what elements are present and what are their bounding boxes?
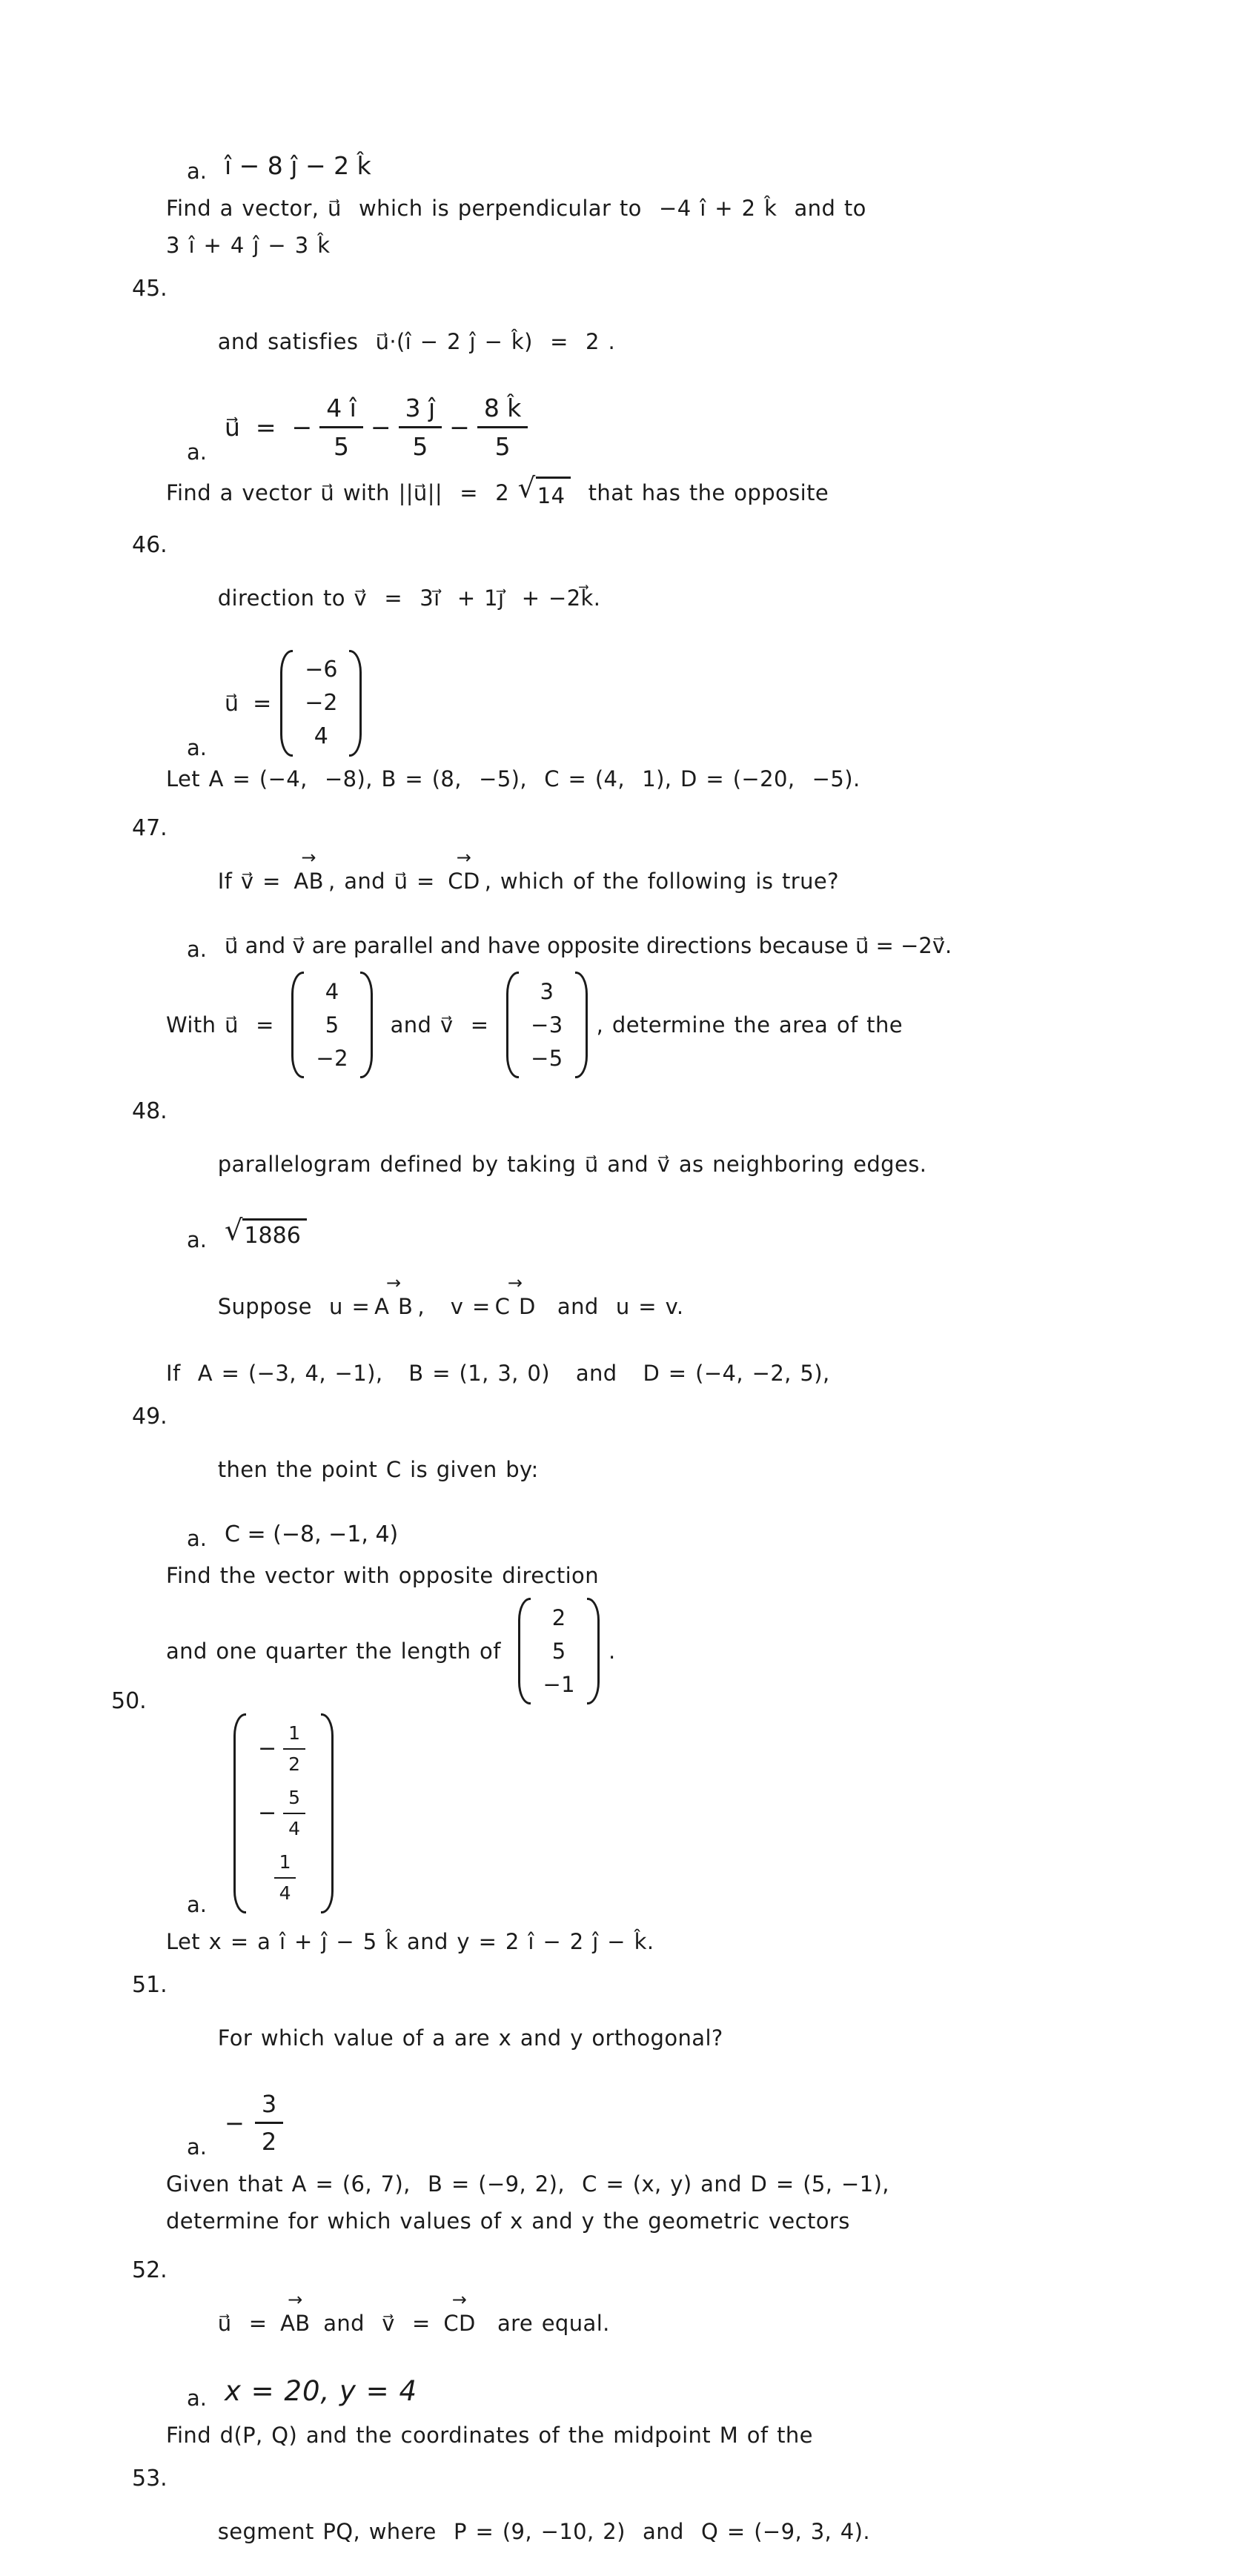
- vector-entry: −2: [316, 1046, 348, 1071]
- vector-entry: −2: [305, 690, 338, 716]
- answer-formula: [225, 2090, 291, 2156]
- problem-46: [132, 472, 1238, 760]
- question-line: [132, 2249, 1238, 2368]
- paren-right: [321, 1713, 334, 1913]
- vector-CD: [443, 2289, 476, 2338]
- question-text-segment: Let x = a î + ĵ − 5 k̂ and y = 2 î − 2 ĵ − k̂.: [166, 1929, 654, 1954]
- question-line: [166, 2206, 1238, 2236]
- fraction: [274, 1850, 296, 1906]
- problem-number: 50.: [111, 1688, 147, 1714]
- vector-entries: [519, 972, 575, 1078]
- problem-number: 52.: [132, 2257, 168, 2283]
- vector-entry: [258, 1785, 309, 1842]
- problem-47: [132, 764, 1238, 962]
- fraction: [319, 394, 363, 461]
- fraction: [255, 2090, 283, 2156]
- question-text-segment: and satisfies u⃗·(î − 2 ĵ − k̂) = 2 .: [217, 329, 616, 354]
- question-text-segment: are equal.: [480, 2311, 610, 2336]
- answer-label: a.: [187, 1227, 207, 1252]
- minus-operator: −: [449, 413, 470, 442]
- paren-right: [349, 650, 362, 757]
- question-line: [166, 1358, 1238, 1388]
- answer-label: a.: [187, 2386, 207, 2411]
- question-text-segment: Find a vector u⃗ with ||u⃗|| = 2: [166, 479, 518, 505]
- fraction-numerator: 5: [283, 1785, 305, 1814]
- question-text-segment: and v⃗ =: [314, 2311, 440, 2336]
- question-text-segment: Find d(P, Q) and the coordinates of the midpoint M of the: [166, 2423, 813, 2448]
- answer-49: [166, 1521, 1238, 1551]
- answer-label: a.: [187, 2134, 207, 2160]
- vector-name: AB: [280, 2311, 311, 2336]
- question-text-segment: and v⃗ =: [381, 1012, 498, 1038]
- vector-arrow: →: [456, 847, 472, 868]
- problem-number: 51.: [132, 1972, 168, 1998]
- radicand: 14: [536, 477, 571, 511]
- problem-number: 45.: [132, 276, 168, 302]
- question-line: [132, 1395, 1238, 1514]
- problem-number: 53.: [132, 2466, 168, 2492]
- problem-number: 49.: [132, 1404, 168, 1430]
- answer-text: x = 20, y = 4: [225, 2375, 417, 2407]
- answer-48: [166, 1214, 1238, 1252]
- problem-45: [132, 193, 1238, 465]
- question-line: [166, 2169, 1238, 2199]
- vector-entry: 4: [325, 979, 339, 1004]
- question-text-segment: and one quarter the length of: [166, 1639, 510, 1664]
- minus-operator: −: [370, 413, 391, 442]
- fraction-denominator: 4: [288, 1818, 301, 1839]
- question-line: [166, 972, 1238, 1078]
- vector-CD: [448, 847, 480, 896]
- paren-left: [280, 650, 293, 757]
- answer-label: a.: [187, 159, 207, 184]
- vector-AB: [280, 2289, 311, 2338]
- vector-name: AB: [294, 869, 324, 894]
- fraction-numerator: 3: [255, 2090, 283, 2124]
- fraction-denominator: 4: [279, 1882, 291, 1904]
- answer-label: a.: [187, 735, 207, 760]
- answer-formula: [225, 1713, 342, 1913]
- radicand: 1886: [242, 1218, 306, 1249]
- vector-name: CD: [448, 869, 480, 894]
- vector-arrow: →: [507, 1272, 523, 1293]
- question-text-segment: Find a vector, u⃗ which is perpendicular to −4 î + 2 k̂ and to: [166, 196, 866, 221]
- vector-arrow: →: [288, 2289, 303, 2310]
- radical-sign: √: [517, 472, 536, 504]
- fraction-numerator: 3 ĵ: [399, 394, 442, 428]
- answer-label: a.: [187, 937, 207, 962]
- problem-51: [132, 1927, 1238, 2160]
- fraction-numerator: 1: [283, 1721, 305, 1750]
- question-text-segment: u⃗ =: [217, 2311, 276, 2336]
- minus-sign: −: [225, 2108, 245, 2137]
- vector-entries: [531, 1598, 587, 1704]
- question-line: [132, 807, 1238, 926]
- question-text-segment: Given that A = (6, 7), B = (−9, 2), C = (x, y) and D = (5, −1),: [166, 2171, 889, 2197]
- paren-left: [506, 972, 519, 1078]
- question-line: [132, 1964, 1238, 2082]
- answer-51: [166, 2090, 1238, 2160]
- question-text-segment: determine for which values of x and y the geometric vectors: [166, 2208, 850, 2234]
- vector-AB: [374, 1272, 414, 1321]
- question-text-segment: Let A = (−4, −8), B = (8, −5), C = (4, 1), D = (−20, −5).: [166, 766, 861, 791]
- answer-52: [166, 2375, 1238, 2411]
- column-vector: [518, 1598, 600, 1704]
- fraction: [283, 1785, 305, 1842]
- answer-46: [166, 650, 1238, 760]
- question-text-segment: parallelogram defined by taking u⃗ and v⃗ as neighboring edges.: [217, 1152, 927, 1177]
- vector-entry: −3: [531, 1012, 563, 1038]
- paren-left: [291, 972, 304, 1078]
- formula-lead: u⃗ = −: [225, 413, 313, 442]
- answer-44: [166, 151, 1238, 184]
- problem-50: [111, 1561, 1238, 1917]
- answer-formula: [225, 1216, 307, 1249]
- question-line: [132, 524, 1238, 643]
- square-root: [518, 474, 571, 511]
- question-line: [132, 268, 1238, 386]
- question-text-segment: , determine the area of the: [596, 1012, 903, 1038]
- paren-left: [518, 1598, 531, 1704]
- question-text-segment: Suppose u =: [217, 1294, 371, 1319]
- fraction-numerator: 4 î: [319, 394, 363, 428]
- vector-entry: 4: [314, 723, 328, 749]
- question-line: [166, 764, 1238, 794]
- question-line: [166, 2420, 1238, 2450]
- vector-entry: −6: [305, 657, 338, 683]
- fraction-numerator: 8 k̂: [477, 394, 528, 428]
- vector-entry: −5: [531, 1046, 563, 1071]
- paren-right: [360, 972, 373, 1078]
- problem-49: [132, 1262, 1238, 1551]
- answer-label: a.: [187, 1526, 207, 1551]
- answer-47: [166, 933, 1238, 962]
- fraction-denominator: 2: [261, 2128, 277, 2156]
- square-root: [225, 1216, 307, 1249]
- question-text-segment: If v⃗ =: [217, 869, 290, 894]
- question-text-segment: segment PQ, where P = (9, −10, 2) and Q = (−9, 3, 4).: [217, 2519, 870, 2544]
- vector-entries: [293, 650, 349, 757]
- answer-45: [166, 394, 1238, 465]
- question-text-segment: 3 î + 4 ĵ − 3 k̂: [166, 233, 331, 258]
- vector-entry: [258, 1721, 309, 1777]
- question-text-segment: Find the vector with opposite direction: [166, 1563, 599, 1588]
- problem-53: [132, 2420, 1238, 2576]
- minus-sign: −: [258, 1800, 277, 1826]
- vector-entries: [246, 1713, 321, 1913]
- vector-name: C D: [494, 1294, 536, 1319]
- paren-left: [233, 1713, 246, 1913]
- vector-arrow: →: [451, 2289, 468, 2310]
- vector-entry: 3: [540, 979, 554, 1004]
- vector-name: A B: [374, 1294, 414, 1319]
- minus-sign: −: [258, 1736, 277, 1762]
- question-line: [166, 193, 1238, 223]
- answer-text: C = (−8, −1, 4): [225, 1521, 399, 1547]
- vector-entry: 2: [551, 1605, 566, 1630]
- paren-right: [587, 1598, 600, 1704]
- question-text-segment: then the point C is given by:: [217, 1457, 539, 1482]
- question-text-segment: direction to v⃗ = 3i⃗ + 1j⃗ + −2k⃗.: [217, 585, 601, 611]
- answer-formula: î − 8 ĵ − 2 k̂: [225, 151, 371, 180]
- question-text-segment: that has the opposite: [571, 479, 829, 505]
- problem-48: [132, 972, 1238, 1252]
- question-text-segment: , which of the following is true?: [484, 869, 839, 894]
- answer-formula: [225, 394, 535, 461]
- fraction: [399, 394, 442, 461]
- paren-right: [575, 972, 588, 1078]
- question-text-segment: For which value of a are x and y orthogonal?: [217, 2025, 723, 2051]
- vector-name: CD: [443, 2311, 476, 2336]
- question-line: [166, 1598, 1238, 1704]
- answer-formula: [225, 650, 371, 757]
- question-text-segment: If A = (−3, 4, −1), B = (1, 3, 0) and D = (−4, −2, 5),: [166, 1361, 830, 1386]
- question-line: [166, 230, 1238, 260]
- problem-number: 48.: [132, 1098, 168, 1124]
- answer-label: a.: [187, 1892, 207, 1917]
- answer-text: u⃗ and v⃗ are parallel and have opposite directions because u⃗ = −2v⃗.: [225, 933, 952, 958]
- vector-entries: [304, 972, 360, 1078]
- column-vector-u: [291, 972, 373, 1078]
- radical-sign: √: [225, 1214, 243, 1247]
- question-text-segment: .: [609, 1639, 616, 1664]
- problem-number: 46.: [132, 532, 168, 558]
- fraction-denominator: 2: [288, 1753, 301, 1775]
- fraction-denominator: 5: [494, 432, 511, 461]
- formula-lead: u⃗ =: [225, 690, 272, 717]
- column-vector: [233, 1713, 334, 1913]
- question-text-segment: , and u⃗ =: [328, 869, 444, 894]
- vector-entry: −1: [543, 1672, 575, 1697]
- question-line: [166, 474, 1238, 511]
- vector-entry: 5: [325, 1012, 339, 1038]
- answer-50: [111, 1688, 1238, 1917]
- vector-entry: 5: [551, 1639, 566, 1664]
- question-line: [166, 1262, 1238, 1351]
- question-text-segment: and u = v.: [540, 1294, 684, 1319]
- problem-52: [132, 2169, 1238, 2411]
- vector-AB: [294, 847, 324, 896]
- vector-arrow: →: [385, 1272, 402, 1293]
- question-line: [132, 2457, 1238, 2576]
- column-vector: [280, 650, 362, 757]
- fraction: [477, 394, 528, 461]
- vector-CD: [494, 1272, 536, 1321]
- fraction-denominator: 5: [412, 432, 428, 461]
- question-line: [132, 1090, 1238, 1209]
- question-text-segment: , v =: [417, 1294, 491, 1319]
- question-line: [166, 1927, 1238, 1956]
- problem-number: 47.: [132, 815, 168, 841]
- question-text-segment: With u⃗ =: [166, 1012, 283, 1038]
- fraction-numerator: 1: [274, 1850, 296, 1879]
- answer-label: a.: [187, 439, 207, 465]
- column-vector-v: [506, 972, 588, 1078]
- vector-arrow: →: [301, 847, 316, 868]
- fraction: [283, 1721, 305, 1777]
- fraction-denominator: 5: [334, 432, 350, 461]
- vector-entry: [268, 1850, 300, 1906]
- question-line: [166, 1561, 1238, 1590]
